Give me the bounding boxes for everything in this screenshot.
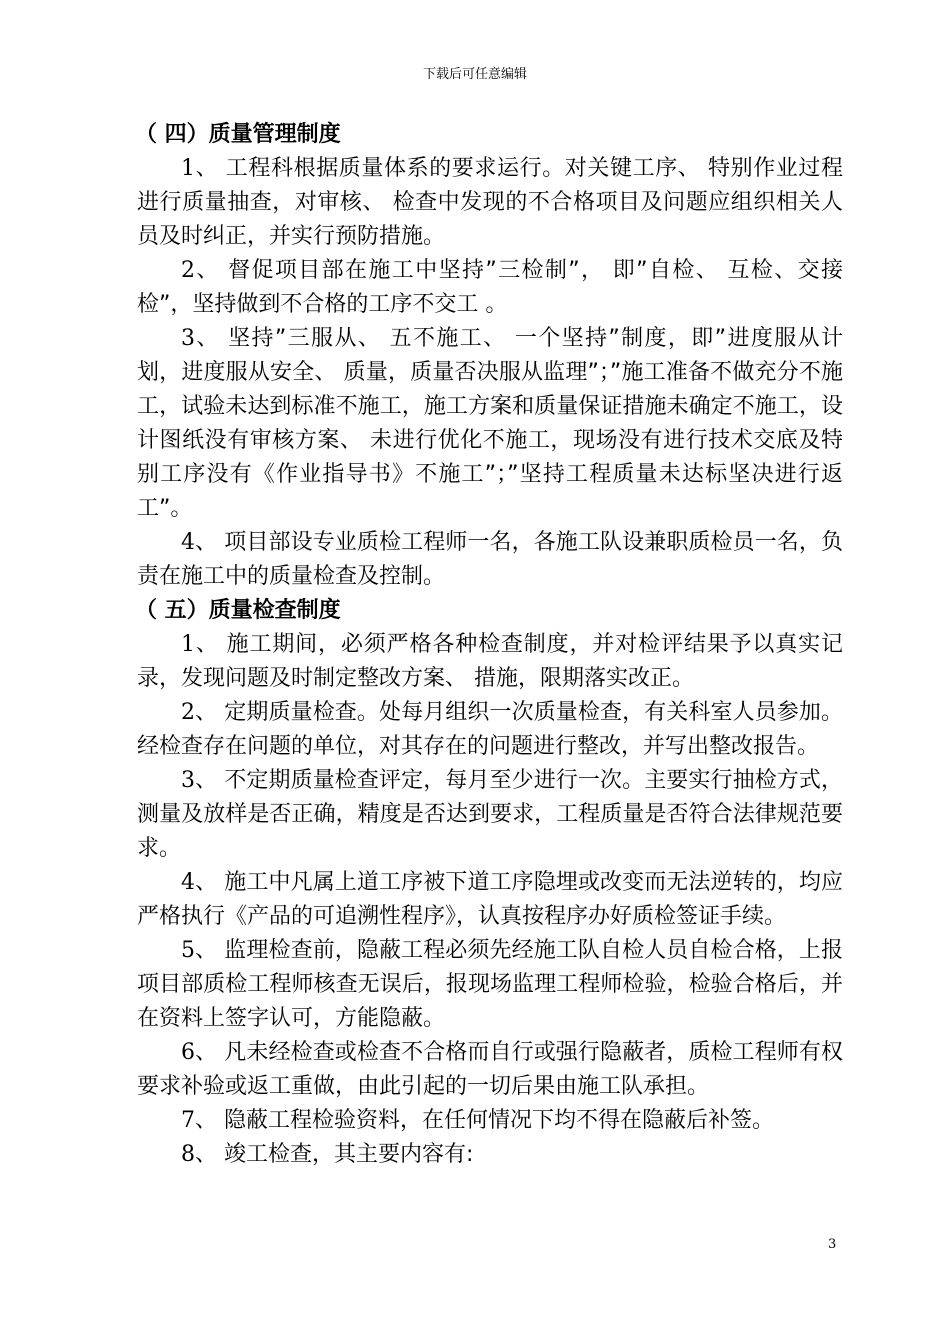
list-item (137, 152, 843, 254)
item-text: 隐蔽工程检验资料，在任何情况下均不得在隐蔽后补签。 (217, 1108, 774, 1133)
list-item (137, 1036, 843, 1104)
item-number: 1、 (181, 632, 219, 657)
item-number: 7、 (181, 1108, 217, 1133)
item-text: 竣工检查，其主要内容有: (217, 1142, 474, 1167)
item-number: 1、 (181, 156, 219, 181)
item-number: 2、 (181, 258, 220, 283)
item-number: 3、 (181, 768, 218, 793)
list-item (137, 254, 843, 322)
item-text: 工程科根据质量体系的要求运行。对关键工序、 特别作业过程进行质量抽查，对审核、 检查中发现的不合格项目及问题应组织相关人员及时纠正，并实行预防措施。 (137, 156, 843, 249)
section-heading-4: （ 四）质量管理制度 (135, 122, 341, 147)
list-item (137, 866, 843, 934)
list-item (137, 764, 843, 866)
item-number: 3、 (181, 326, 220, 351)
section-heading-5: （ 五）质量检查制度 (135, 598, 341, 623)
page-number: 3 (828, 1237, 837, 1252)
item-text: 施工期间，必须严格各种检查制度，并对检评结果予以真实记录，发现问题及时制定整改方案、 措施，限期落实改正。 (137, 632, 844, 691)
item-text: 坚持”三服从、 五不施工、 一个坚持”制度，即”进度服从计划，进度服从安全、 质量，质量否决服从监理”；”施工准备不做充分不施工，试验未达到标准不施工，施工方案和质量保证措施未确定不施工，设计图纸没有审核方案、 未进行优化不施工，现场没有进行技术交底及特别工序没有《作业指导书》不施工”；”坚持工程质量未达标坚决进行返工”。 (137, 326, 843, 521)
item-number: 6、 (181, 1040, 218, 1065)
list-item (137, 696, 843, 764)
item-number: 8、 (181, 1142, 217, 1167)
item-text: 不定期质量检查评定，每月至少进行一次。主要实行抽检方式，测量及放样是否正确，精度是否达到要求，工程质量是否符合法律规范要求。 (137, 768, 843, 861)
item-text: 凡未经检查或检查不合格而自行或强行隐蔽者，质检工程师有权要求补验或返工重做，由此引起的一切后果由施工队承担。 (137, 1040, 843, 1099)
list-item (137, 1138, 843, 1172)
item-text: 定期质量检查。处每月组织一次质量检查，有关科室人员参加。经检查存在问题的单位，对其存在的问题进行整改，并写出整改报告。 (137, 700, 843, 759)
document-body (137, 118, 843, 1172)
list-item (137, 934, 843, 1036)
item-number: 5、 (181, 938, 218, 963)
list-item (137, 1104, 843, 1138)
list-item (137, 526, 843, 594)
item-text: 督促项目部在施工中坚持”三检制”， 即”自检、 互检、交接检”，坚持做到不合格的工序不交工 。 (137, 258, 843, 317)
item-text: 监理检查前，隐蔽工程必须先经施工队自检人员自检合格，上报项目部质检工程师核查无误后，报现场监理工程师检验，检验合格后，并在资料上签字认可，方能隐蔽。 (137, 938, 843, 1031)
list-item (137, 628, 843, 696)
list-item (137, 322, 843, 526)
item-number: 4、 (181, 870, 218, 895)
item-number: 2、 (181, 700, 218, 725)
item-text: 项目部设专业质检工程师一名，各施工队设兼职质检员一名，负责在施工中的质量检查及控制。 (137, 530, 843, 589)
item-number: 4、 (181, 530, 218, 555)
page-header: 下载后可任意编辑 (422, 67, 527, 82)
item-text: 施工中凡属上道工序被下道工序隐埋或改变而无法逆转的，均应严格执行《产品的可追溯性程序》，认真按程序办好质检签证手续。 (137, 870, 843, 929)
